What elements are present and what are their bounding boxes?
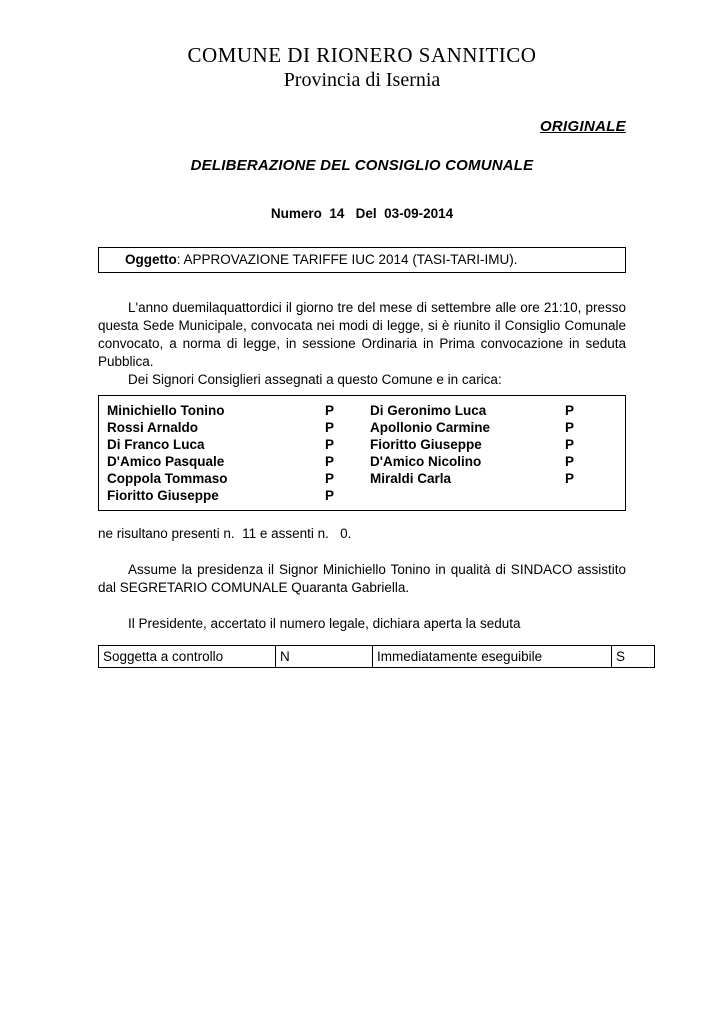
councillor-status: P [565, 454, 575, 469]
soggetta-controllo-label: Soggetta a controllo [99, 646, 276, 668]
councillor-name: Fioritto Giuseppe [107, 488, 219, 503]
councillor-row [107, 453, 615, 470]
document-subtitle: Provincia di Isernia [283, 69, 441, 91]
paragraph-presidente: Il Presidente, accertato il numero legale, dichiara aperta la seduta [128, 616, 521, 631]
councillor-status: P [565, 471, 575, 486]
oggetto-text: : APPROVAZIONE TARIFFE IUC 2014 (TASI-TARI-IMU). [176, 252, 518, 267]
immediatamente-eseguibile-value: S [612, 646, 655, 668]
numero-del-line: Numero 14 Del 03-09-2014 [270, 206, 454, 221]
councillor-status: P [565, 420, 575, 435]
councillor-name: Miraldi Carla [370, 471, 452, 486]
councillor-status: P [325, 437, 335, 452]
paragraph-consiglieri: Dei Signori Consiglieri assegnati a questo Comune e in carica: [128, 372, 502, 387]
councillor-name: D'Amico Pasquale [107, 454, 225, 469]
presenti-assenti-line: ne risultano presenti n. 11 e assenti n. 0. [98, 526, 352, 541]
oggetto-box [98, 247, 626, 273]
councillor-row [107, 470, 615, 487]
councillor-status: P [325, 488, 335, 503]
paragraph-convocazione: L'anno duemilaquattordici il giorno tre del mese di settembre alle ore 21:10, presso questa Sede Municipale, convocata nei modi di legge, si è riunito il Consiglio Comunale convocato, a norma di legge, in sessione Ordinaria in Prima convocazione in seduta Pubblica. [98, 300, 626, 369]
councillor-row [107, 487, 615, 504]
councillor-status: P [565, 437, 575, 452]
councillor-name: Fioritto Giuseppe [370, 437, 482, 452]
councillor-row [107, 436, 615, 453]
footer-control-table [98, 645, 655, 668]
footer-row [99, 646, 655, 668]
deliberazione-heading: DELIBERAZIONE DEL CONSIGLIO COMUNALE [190, 157, 534, 174]
soggetta-controllo-value: N [276, 646, 373, 668]
councillor-row [107, 419, 615, 436]
councillor-status: P [325, 454, 335, 469]
councillor-status [565, 487, 615, 504]
councillor-status: P [325, 403, 335, 418]
councillor-name: Coppola Tommaso [107, 471, 228, 486]
councillor-name: Di Franco Luca [107, 437, 205, 452]
oggetto-label: Oggetto [125, 252, 177, 267]
councillor-status: P [325, 420, 335, 435]
councillor-name: Apollonio Carmine [370, 420, 491, 435]
councillor-name [370, 487, 565, 504]
councillor-name: Rossi Arnaldo [107, 420, 199, 435]
originale-label: ORIGINALE [539, 118, 626, 135]
councillor-status: P [565, 403, 575, 418]
councillor-name: Di Geronimo Luca [370, 403, 487, 418]
paragraph-presidenza: Assume la presidenza il Signor Minichiello Tonino in qualità di SINDACO assistito dal SEGRETARIO COMUNALE Quaranta Gabriella. [98, 562, 626, 595]
councillors-table [98, 395, 626, 511]
immediatamente-eseguibile-label: Immediatamente eseguibile [373, 646, 612, 668]
councillor-status: P [325, 471, 335, 486]
councillor-row [107, 402, 615, 419]
councillor-name: D'Amico Nicolino [370, 454, 482, 469]
councillor-name: Minichiello Tonino [107, 403, 225, 418]
document-title: COMUNE DI RIONERO SANNITICO [187, 43, 537, 67]
